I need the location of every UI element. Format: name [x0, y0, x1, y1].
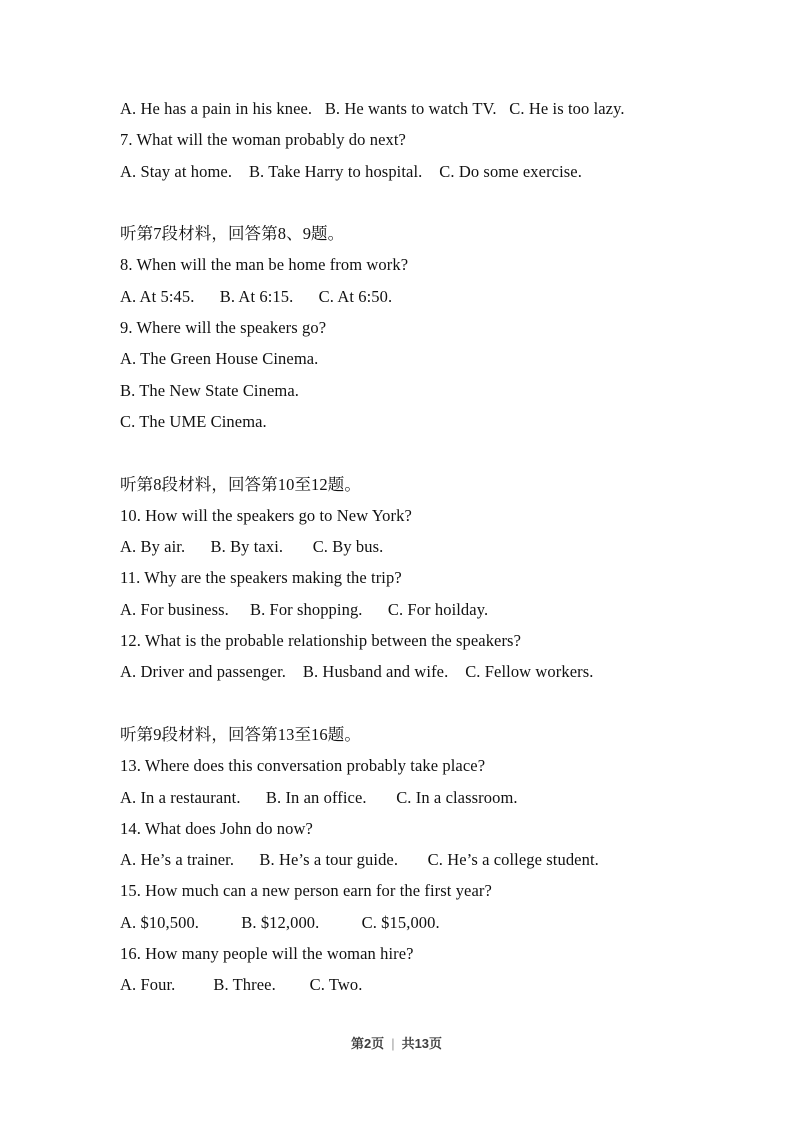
question-line: 9. Where will the speakers go? — [120, 318, 327, 338]
option-line: A. The Green House Cinema. — [120, 349, 319, 369]
question-line: 16. How many people will the woman hire? — [120, 944, 414, 964]
question-line: 10. How will the speakers go to New York? — [120, 505, 412, 525]
question-line: 14. What does John do now? — [120, 818, 313, 838]
section-instruction: 听第9段材料，回答第13至16题。 — [120, 724, 361, 744]
footer-separator: | — [391, 1036, 395, 1051]
options-line: A. In a restaurant. B. In an office. C. In a classroom. — [120, 787, 518, 807]
question-line: 12. What is the probable relationship between the speakers? — [120, 631, 522, 651]
options-line: A. Four. B. Three. C. Two. — [120, 975, 363, 995]
options-line: A. He has a pain in his knee. B. He wants to watch TV. C. He is too lazy. — [120, 99, 625, 118]
options-line: A. At 5:45. B. At 6:15. C. At 6:50. — [120, 286, 393, 306]
footer-page-number: 第2页 — [350, 1036, 385, 1051]
footer-page-total: 共13页 — [401, 1036, 443, 1051]
options-line: A. $10,500. B. $12,000. C. $15,000. — [120, 912, 440, 932]
section-instruction: 听第7段材料，回答第8、9题。 — [120, 224, 345, 244]
options-line: A. Driver and passenger. B. Husband and wife. C. Fellow workers. — [120, 662, 594, 682]
question-line: 8. When will the man be home from work? — [120, 255, 409, 275]
options-line: A. By air. B. By taxi. C. By bus. — [120, 537, 384, 557]
option-line: C. The UME Cinema. — [120, 411, 267, 431]
page-footer — [0, 1033, 793, 1052]
question-line: 15. How much can a new person earn for the first year? — [120, 881, 492, 901]
question-line: 13. Where does this conversation probably take place? — [120, 756, 486, 776]
option-line: B. The New State Cinema. — [120, 380, 299, 400]
options-line: A. Stay at home. B. Take Harry to hospital. C. Do some exercise. — [120, 161, 582, 181]
options-line: A. He’s a trainer. B. He’s a tour guide. C. He’s a college student. — [120, 850, 599, 870]
question-line: 11. Why are the speakers making the trip? — [120, 568, 402, 588]
section-instruction: 听第8段材料，回答第10至12题。 — [120, 474, 361, 494]
exam-body — [120, 93, 700, 1001]
question-line: 7. What will the woman probably do next? — [120, 130, 406, 150]
options-line: A. For business. B. For shopping. C. For hoilday. — [120, 599, 489, 619]
